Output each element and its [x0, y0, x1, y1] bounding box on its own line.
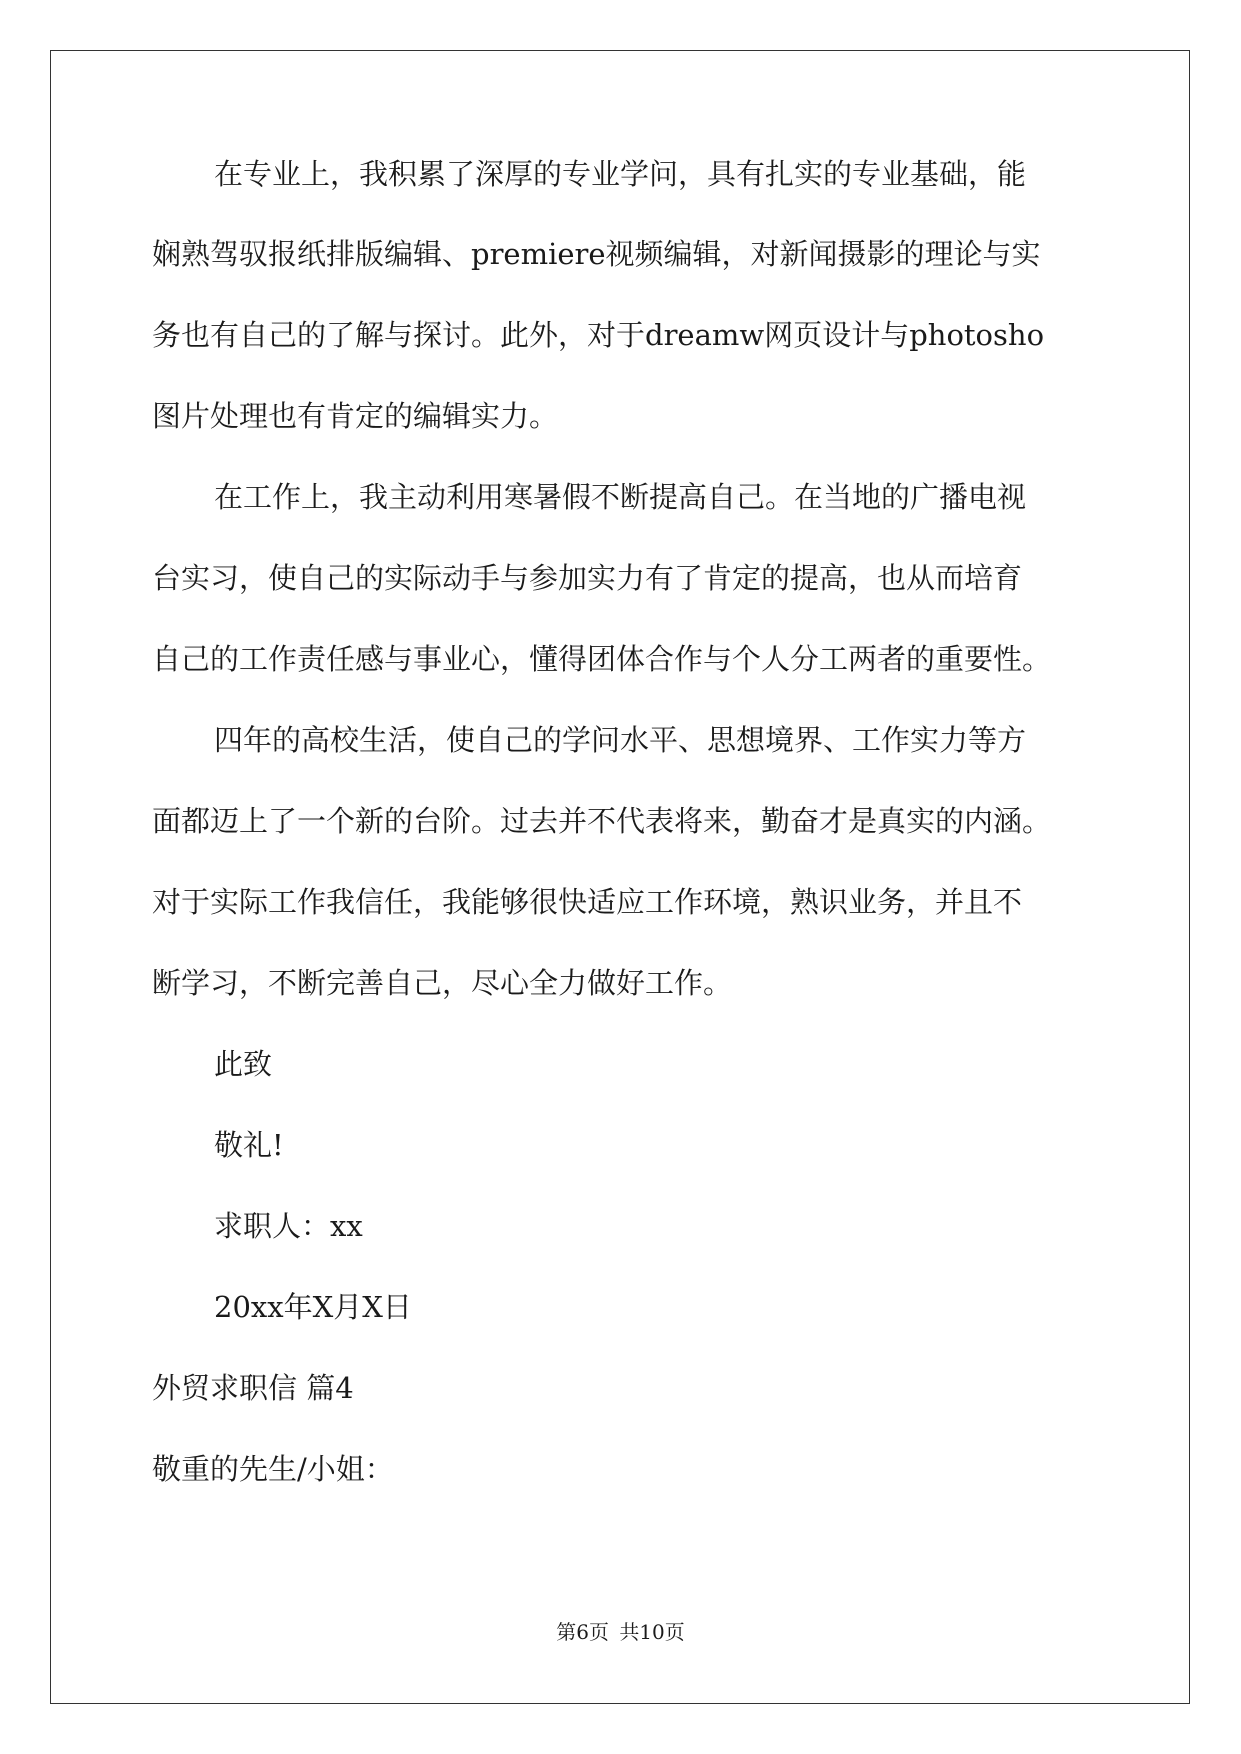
paragraph-line: 图片处理也有肯定的编辑实力。	[152, 399, 559, 433]
closing-line: 此致	[214, 1047, 273, 1081]
paragraph-line: 在工作上，我主动利用寒暑假不断提高自己。在当地的广播电视	[214, 480, 1027, 514]
paragraph-line: 自己的工作责任感与事业心，懂得团体合作与个人分工两者的重要性。	[152, 642, 1052, 676]
closing-greeting: 敬礼!	[214, 1128, 284, 1162]
page-footer	[0, 1618, 1241, 1646]
date-line: 20xx年X月X日	[214, 1290, 412, 1324]
salutation-line: 敬重的先生/小姐：	[152, 1452, 394, 1486]
paragraph-line: 面都迈上了一个新的台阶。过去并不代表将来，勤奋才是真实的内涵。	[152, 804, 1052, 838]
paragraph-line: 在专业上，我积累了深厚的专业学问，具有扎实的专业基础，能	[214, 157, 1027, 191]
paragraph-line: 娴熟驾驭报纸排版编辑、premiere视频编辑，对新闻摄影的理论与实	[152, 237, 1041, 271]
page-number: 第6页	[556, 1620, 609, 1644]
section-title: 外贸求职信 篇4	[152, 1371, 354, 1405]
paragraph-line: 对于实际工作我信任，我能够很快适应工作环境，熟识业务，并且不	[152, 885, 1023, 919]
page-total: 共10页	[619, 1620, 685, 1644]
paragraph-line: 务也有自己的了解与探讨。此外，对于dreamw网页设计与photosho	[152, 318, 1045, 352]
paragraph-line: 四年的高校生活，使自己的学问水平、思想境界、工作实力等方	[214, 723, 1027, 757]
paragraph-line: 台实习，使自己的实际动手与参加实力有了肯定的提高，也从而培育	[152, 561, 1023, 595]
signature-line: 求职人：xx	[214, 1209, 363, 1243]
paragraph-line: 断学习，不断完善自己，尽心全力做好工作。	[152, 966, 733, 1000]
